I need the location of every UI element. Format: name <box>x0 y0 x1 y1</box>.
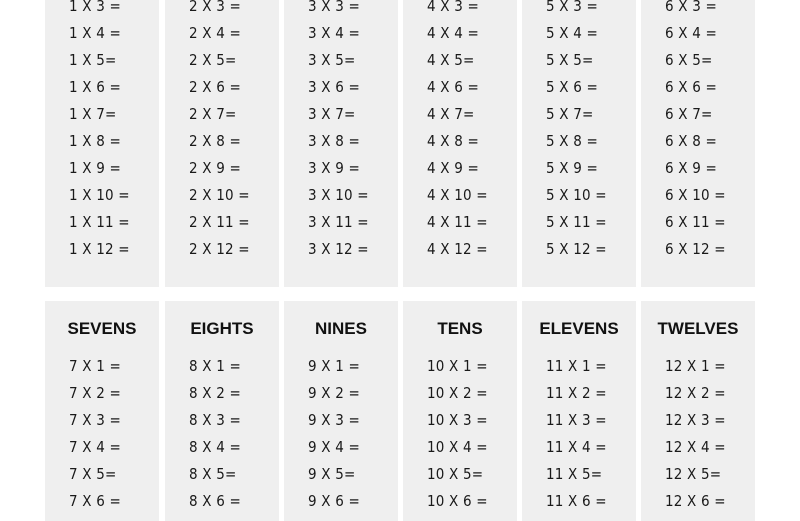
multiplication-problem: 4 X 6 = <box>427 78 479 96</box>
multiplication-problem: 7 X 6 = <box>69 492 121 510</box>
multiplication-problem: 1 X 8 = <box>69 132 121 150</box>
multiplication-problem: 5 X 5= <box>546 51 594 69</box>
top-table-panel <box>522 0 636 287</box>
multiplication-problem: 3 X 12 = <box>308 240 369 258</box>
multiplication-problem: 12 X 3 = <box>665 411 726 429</box>
multiplication-problem: 8 X 1 = <box>189 357 241 375</box>
multiplication-problem: 12 X 2 = <box>665 384 726 402</box>
multiplication-problem: 12 X 1 = <box>665 357 726 375</box>
multiplication-problem: 8 X 2 = <box>189 384 241 402</box>
bottom-table-panel <box>522 301 636 521</box>
multiplication-problem: 5 X 10 = <box>546 186 607 204</box>
multiplication-problem: 2 X 9 = <box>189 159 241 177</box>
top-table-panel <box>641 0 755 287</box>
multiplication-problem: 9 X 6 = <box>308 492 360 510</box>
multiplication-problem: 4 X 3 = <box>427 0 479 15</box>
multiplication-problem: 10 X 6 = <box>427 492 488 510</box>
multiplication-problem: 1 X 3 = <box>69 0 121 15</box>
table-heading: TWELVES <box>657 319 739 338</box>
multiplication-problem: 4 X 4 = <box>427 24 479 42</box>
multiplication-problem: 11 X 4 = <box>546 438 607 456</box>
multiplication-problem: 6 X 6 = <box>665 78 717 96</box>
multiplication-problem: 9 X 5= <box>308 465 356 483</box>
multiplication-problem: 6 X 11 = <box>665 213 726 231</box>
table-heading: NINES <box>315 319 367 338</box>
multiplication-problem: 3 X 6 = <box>308 78 360 96</box>
multiplication-problem: 3 X 8 = <box>308 132 360 150</box>
multiplication-problem: 1 X 10 = <box>69 186 130 204</box>
multiplication-problem: 11 X 6 = <box>546 492 607 510</box>
bottom-table-panel <box>641 301 755 521</box>
multiplication-problem: 6 X 10 = <box>665 186 726 204</box>
multiplication-problem: 11 X 3 = <box>546 411 607 429</box>
table-heading: TENS <box>437 319 483 338</box>
top-table-panel <box>45 0 159 287</box>
top-table-panel <box>165 0 279 287</box>
multiplication-problem: 2 X 4 = <box>189 24 241 42</box>
multiplication-problem: 4 X 12 = <box>427 240 488 258</box>
top-table-panel <box>403 0 517 287</box>
multiplication-problem: 4 X 11 = <box>427 213 488 231</box>
multiplication-problem: 7 X 3 = <box>69 411 121 429</box>
multiplication-problem: 6 X 3 = <box>665 0 717 15</box>
multiplication-problem: 9 X 1 = <box>308 357 360 375</box>
table-heading: SEVENS <box>67 319 137 338</box>
multiplication-problem: 8 X 5= <box>189 465 237 483</box>
multiplication-problem: 12 X 6 = <box>665 492 726 510</box>
multiplication-problem: 10 X 4 = <box>427 438 488 456</box>
multiplication-problem: 5 X 8 = <box>546 132 598 150</box>
multiplication-problem: 5 X 7= <box>546 105 594 123</box>
multiplication-problem: 4 X 10 = <box>427 186 488 204</box>
multiplication-problem: 7 X 5= <box>69 465 117 483</box>
multiplication-problem: 2 X 5= <box>189 51 237 69</box>
multiplication-problem: 9 X 3 = <box>308 411 360 429</box>
multiplication-problem: 11 X 5= <box>546 465 603 483</box>
multiplication-problem: 1 X 9 = <box>69 159 121 177</box>
multiplication-problem: 10 X 5= <box>427 465 484 483</box>
multiplication-problem: 2 X 12 = <box>189 240 250 258</box>
multiplication-problem: 6 X 12 = <box>665 240 726 258</box>
multiplication-problem: 1 X 7= <box>69 105 117 123</box>
multiplication-problem: 11 X 1 = <box>546 357 607 375</box>
multiplication-problem: 9 X 4 = <box>308 438 360 456</box>
multiplication-problem: 4 X 9 = <box>427 159 479 177</box>
multiplication-problem: 8 X 6 = <box>189 492 241 510</box>
multiplication-problem: 2 X 7= <box>189 105 237 123</box>
multiplication-problem: 5 X 11 = <box>546 213 607 231</box>
multiplication-problem: 7 X 2 = <box>69 384 121 402</box>
multiplication-problem: 6 X 5= <box>665 51 713 69</box>
multiplication-problem: 11 X 2 = <box>546 384 607 402</box>
multiplication-problem: 3 X 5= <box>308 51 356 69</box>
bottom-table-panel <box>284 301 398 521</box>
multiplication-problem: 6 X 9 = <box>665 159 717 177</box>
multiplication-problem: 6 X 4 = <box>665 24 717 42</box>
multiplication-problem: 10 X 2 = <box>427 384 488 402</box>
table-heading: EIGHTS <box>190 319 254 338</box>
multiplication-problem: 5 X 12 = <box>546 240 607 258</box>
multiplication-problem: 2 X 10 = <box>189 186 250 204</box>
multiplication-problem: 8 X 3 = <box>189 411 241 429</box>
multiplication-problem: 12 X 5= <box>665 465 722 483</box>
multiplication-problem: 4 X 8 = <box>427 132 479 150</box>
bottom-table-panel <box>165 301 279 521</box>
multiplication-problem: 2 X 11 = <box>189 213 250 231</box>
multiplication-problem: 4 X 7= <box>427 105 475 123</box>
multiplication-problem: 3 X 7= <box>308 105 356 123</box>
multiplication-problem: 10 X 3 = <box>427 411 488 429</box>
multiplication-problem: 6 X 8 = <box>665 132 717 150</box>
multiplication-problem: 3 X 3 = <box>308 0 360 15</box>
multiplication-problem: 7 X 4 = <box>69 438 121 456</box>
multiplication-problem: 2 X 8 = <box>189 132 241 150</box>
multiplication-problem: 6 X 7= <box>665 105 713 123</box>
multiplication-problem: 1 X 5= <box>69 51 117 69</box>
multiplication-problem: 5 X 4 = <box>546 24 598 42</box>
multiplication-problem: 3 X 9 = <box>308 159 360 177</box>
bottom-table-panel <box>45 301 159 521</box>
multiplication-problem: 3 X 4 = <box>308 24 360 42</box>
multiplication-problem: 5 X 3 = <box>546 0 598 15</box>
bottom-table-panel <box>403 301 517 521</box>
multiplication-problem: 9 X 2 = <box>308 384 360 402</box>
multiplication-problem: 1 X 4 = <box>69 24 121 42</box>
multiplication-problem: 1 X 6 = <box>69 78 121 96</box>
multiplication-problem: 4 X 5= <box>427 51 475 69</box>
multiplication-problem: 10 X 1 = <box>427 357 488 375</box>
top-table-panel <box>284 0 398 287</box>
multiplication-problem: 8 X 4 = <box>189 438 241 456</box>
multiplication-problem: 1 X 12 = <box>69 240 130 258</box>
multiplication-problem: 2 X 3 = <box>189 0 241 15</box>
multiplication-problem: 5 X 6 = <box>546 78 598 96</box>
multiplication-problem: 1 X 11 = <box>69 213 130 231</box>
table-heading: ELEVENS <box>539 319 619 338</box>
multiplication-problem: 3 X 10 = <box>308 186 369 204</box>
multiplication-problem: 3 X 11 = <box>308 213 369 231</box>
multiplication-problem: 7 X 1 = <box>69 357 121 375</box>
multiplication-problem: 2 X 6 = <box>189 78 241 96</box>
multiplication-problem: 5 X 9 = <box>546 159 598 177</box>
multiplication-problem: 12 X 4 = <box>665 438 726 456</box>
